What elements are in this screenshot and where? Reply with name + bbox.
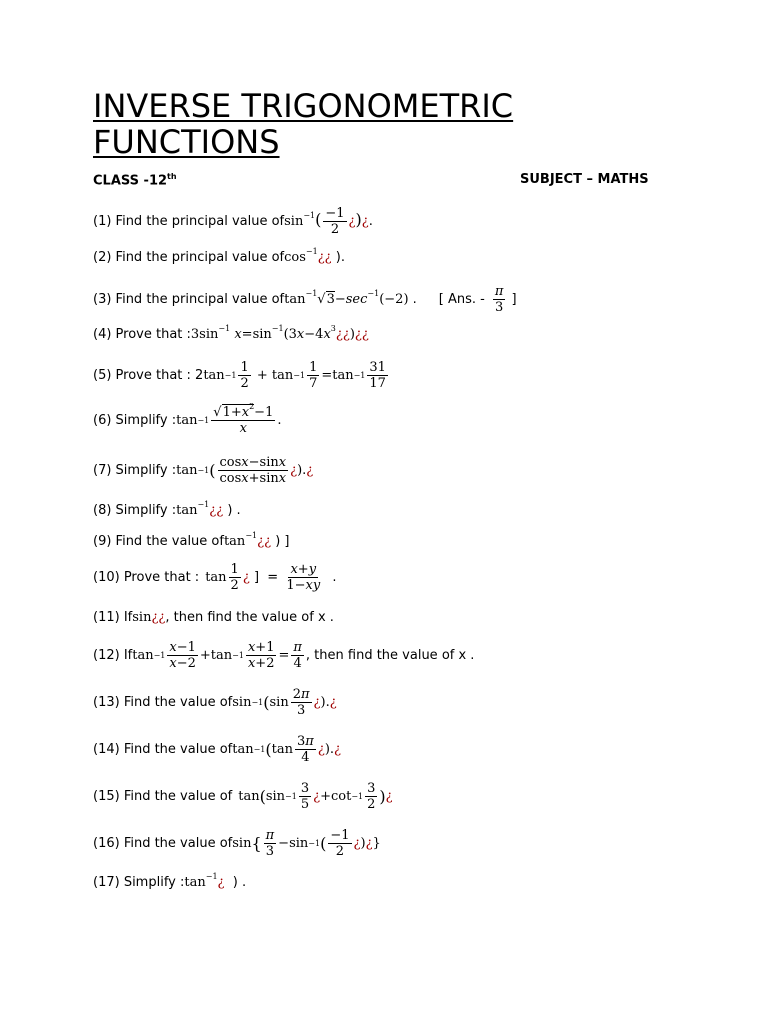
question-3: (3) Find the principal value of $\tan^{-1}√3-\sec^{-1}(-2)$ . [ Ans. - $\frac{\pi}{3}$ ] <box>93 284 517 315</box>
question-5-text: (5) Prove that : 2 <box>93 368 204 383</box>
question-17: (17) Simplify : $\tan^{-1}¿$ ) . <box>93 872 247 890</box>
question-12 <box>93 640 474 671</box>
class-superscript: th <box>167 172 177 181</box>
question-13-text: (13) Find the value of <box>93 695 233 710</box>
question-4-text: (4) Prove that : <box>93 327 191 342</box>
question-16-math: sin { $\frac{\pi}{3}$ −sin −1 ( $\frac{-1}{2}$ ¿ ) ¿ } <box>232 828 381 859</box>
question-8-math: $\tan^{-1}¿¿$ <box>176 500 224 518</box>
question-2-text: (2) Find the principal value of <box>93 250 285 265</box>
subject-label: SUBJECT – MATHS <box>520 172 649 187</box>
class-text: CLASS -12 <box>93 173 168 189</box>
question-11 <box>93 610 334 625</box>
question-6 <box>93 402 282 436</box>
question-4-math: $3\sin^{-1}$ $x=\sin^{-1}(3x-4x^3¿¿)¿¿$ <box>190 324 369 342</box>
question-2: (2) Find the principal value of $\cos^{-1}¿¿$ ). <box>93 247 345 265</box>
question-17-math: $\tan^{-1}¿$ <box>184 872 225 890</box>
question-13-math: sin −1 ( sin $\frac{2\pi}{3}$ ¿ ). ¿ <box>232 687 337 718</box>
question-9-math: $\tan^{-1}¿¿$ <box>223 531 272 549</box>
question-2-math: $\cos^{-1}¿¿$ <box>284 247 332 265</box>
question-1 <box>93 206 373 237</box>
question-10: (10) Prove that : tan $\frac{1}{2}$ ¿ ] = $\frac{x+y}{1-xy}$ . <box>93 562 337 593</box>
title-line-1: INVERSE TRIGONOMETRIC <box>93 87 514 125</box>
question-5 <box>93 360 390 391</box>
question-6-math: tan −1 $\frac{√1+x^2-1}{x}$ . <box>176 402 282 436</box>
question-7 <box>93 455 313 486</box>
question-10-text: (10) Prove that : <box>93 570 200 585</box>
page-title <box>93 88 513 160</box>
question-13 <box>93 687 337 718</box>
question-11-text: (11) If <box>93 610 133 625</box>
question-4 <box>93 324 369 342</box>
question-15 <box>93 781 393 812</box>
question-1-math: $\sin^{-1}$( $\frac{-1}{2}$ ¿)¿. <box>284 206 373 237</box>
question-15-math: tan ( sin −1 $\frac{3}{5}$ ¿ +cot −1 $\frac{3}{2}$ ) ¿ <box>238 781 393 812</box>
question-5-math: tan −1 $\frac{1}{2}$ + tan −1 $\frac{1}{7}$ =tan −1 $\frac{31}{17}$ <box>203 360 386 391</box>
class-label <box>93 172 177 188</box>
question-9-text: (9) Find the value of <box>93 534 224 549</box>
question-10-fraction: $\frac{x+y}{1-xy}$ <box>286 562 321 593</box>
question-3-answer-fraction: $\frac{\pi}{3}$ <box>494 284 504 315</box>
question-11-math: sin¿¿ <box>132 610 166 625</box>
question-16 <box>93 828 381 859</box>
question-6-text: (6) Simplify : <box>93 413 177 428</box>
question-17-text: (17) Simplify : <box>93 875 185 890</box>
question-16-text: (16) Find the value of <box>93 836 233 851</box>
question-1-text: (1) Find the principal value of <box>93 214 285 229</box>
question-12-tail: , then find the value of x . <box>305 648 475 663</box>
question-10-math: tan $\frac{1}{2}$ ¿ <box>205 562 250 593</box>
question-7-math: tan −1 ( $\frac{\cos x-\sin x}{\cos x+\sin x}$ ¿ ). ¿ <box>176 455 314 486</box>
question-7-text: (7) Simplify : <box>93 463 177 478</box>
question-8: (8) Simplify : $\tan^{-1}¿¿$ ) . <box>93 500 241 518</box>
question-14-text: (14) Find the value of <box>93 742 233 757</box>
question-9: (9) Find the value of $\tan^{-1}¿¿$ ) ] <box>93 531 290 549</box>
question-11-tail: , then find the value of x . <box>165 610 334 625</box>
question-3-math: $\tan^{-1}√3-\sec^{-1}(-2)$ <box>284 289 409 307</box>
question-3-answer-label: [ Ans. - <box>438 292 485 307</box>
question-3-text: (3) Find the principal value of <box>93 292 285 307</box>
question-14-math: tan −1 ( tan $\frac{3\pi}{4}$ ¿ ). ¿ <box>232 734 342 765</box>
title-line-2: FUNCTIONS <box>93 123 280 161</box>
question-12-math: tan −1 $\frac{x-1}{x-2}$ +tan −1 $\frac{x+1}{x+2}$ = $\frac{\pi}{4}$ <box>132 640 302 671</box>
question-12-text: (12) If <box>93 648 133 663</box>
question-15-text: (15) Find the value of <box>93 789 233 804</box>
question-8-text: (8) Simplify : <box>93 503 177 518</box>
question-14 <box>93 734 341 765</box>
